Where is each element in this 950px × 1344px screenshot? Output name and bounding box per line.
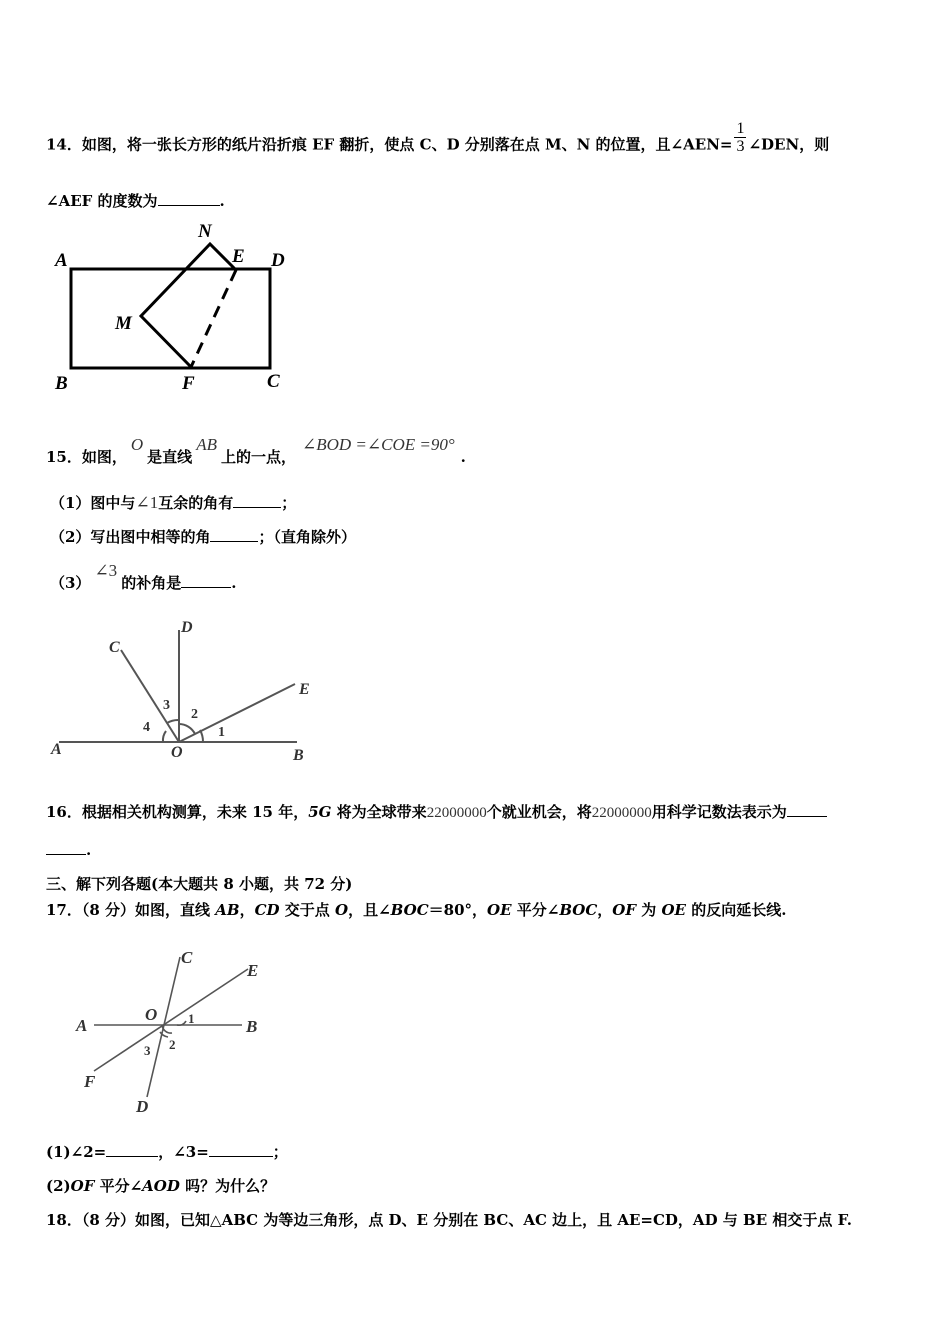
q15-angle-arc-4 bbox=[163, 731, 166, 742]
q16-t4: 用科学记数法表示为 bbox=[651, 803, 787, 821]
q15-p2-answer-blank[interactable] bbox=[210, 527, 258, 542]
q16-line1 bbox=[46, 801, 827, 822]
q17-cd: CD bbox=[254, 901, 280, 919]
q15-p3-c: . bbox=[231, 574, 237, 592]
q17-t5: ＝80°， bbox=[428, 901, 488, 919]
q14-fraction bbox=[734, 120, 746, 155]
q17-t1: （8 分）如图，直线 bbox=[81, 901, 216, 919]
q17-p1-answer-blank-2[interactable] bbox=[209, 1142, 273, 1157]
q15-math-o: O bbox=[130, 435, 144, 454]
q16-number-1: 22000000 bbox=[426, 805, 487, 821]
q15-p1-c: ； bbox=[281, 494, 297, 512]
q15-label-a: A bbox=[51, 741, 62, 758]
q15-angle-label-3: 3 bbox=[163, 698, 170, 713]
q14-line2 bbox=[46, 190, 225, 211]
q16-answer-blank-b[interactable] bbox=[46, 840, 86, 855]
q17-line1 bbox=[46, 899, 786, 920]
q14-number: 14． bbox=[46, 135, 82, 154]
q16-t2: 将为全球带来 bbox=[331, 803, 427, 821]
q14-text-b: ∠DEN，则 bbox=[748, 135, 830, 154]
q15-number: 15． bbox=[46, 448, 82, 466]
q17-t8: 为 bbox=[636, 901, 662, 919]
q17-t2: ， bbox=[239, 901, 255, 919]
q15-t2: 是直线 bbox=[147, 448, 193, 466]
q15-angle-label-2: 2 bbox=[191, 707, 198, 722]
q17-angle-label-3: 3 bbox=[144, 1043, 151, 1058]
q15-t1: 如图， bbox=[81, 448, 127, 466]
q17-part2 bbox=[46, 1175, 275, 1196]
q14-line2-b: . bbox=[219, 192, 225, 210]
q15-p3-b: 的补角是 bbox=[121, 574, 182, 592]
q15-p3-math: ∠3 bbox=[94, 561, 118, 580]
q17-t6: 平分∠ bbox=[511, 901, 560, 919]
q14-text-a: 如图，将一张长方形的纸片沿折痕 EF 翻折，使点 C、D 分别落在点 M、N 的位置，且∠AEN= bbox=[81, 135, 733, 154]
q16-line2 bbox=[46, 840, 91, 859]
q15-p1-math: ∠1 bbox=[135, 493, 159, 512]
q16-5g: 5G bbox=[308, 803, 332, 821]
q17-ab: AB bbox=[215, 901, 240, 919]
q14-line1 bbox=[46, 120, 830, 163]
q15-part1 bbox=[50, 492, 296, 513]
q17-line-cd bbox=[147, 957, 180, 1097]
q14-label-b: B bbox=[55, 373, 68, 394]
q15-figure bbox=[45, 610, 325, 770]
q17-angle-label-1: 1 bbox=[188, 1011, 195, 1026]
q14-label-m: M bbox=[115, 313, 132, 334]
q17-t3: 交于点 bbox=[279, 901, 336, 919]
q14-fold-crease bbox=[191, 270, 236, 367]
q17-boc2: BOC bbox=[559, 901, 598, 919]
q17-label-d: D bbox=[136, 1097, 149, 1116]
q15-p1-b: 互余的角有 bbox=[158, 494, 234, 512]
q16-number-2: 22000000 bbox=[591, 805, 652, 821]
q15-p1-a: （1）图中与 bbox=[50, 494, 136, 512]
q17-figure bbox=[70, 945, 280, 1120]
q17-oe: OE bbox=[487, 901, 512, 919]
q18-line1 bbox=[46, 1209, 852, 1230]
q14-label-e: E bbox=[232, 246, 245, 267]
q15-math-angles: ∠BOD =∠COE =90° bbox=[301, 435, 455, 454]
q14-label-a: A bbox=[55, 250, 68, 271]
section3-title: 三、解下列各题(本大题共 8 小题，共 72 分) bbox=[46, 875, 353, 893]
q16-end: . bbox=[86, 841, 92, 859]
q17-oe2: OE bbox=[661, 901, 686, 919]
q17-label-e: E bbox=[247, 961, 259, 980]
q14-figure bbox=[50, 215, 300, 400]
q17-p2-c: 吗？为什么？ bbox=[179, 1177, 276, 1195]
q17-p1-a: (1)∠2= bbox=[46, 1143, 107, 1161]
q15-part2 bbox=[50, 526, 356, 547]
q15-angle-arc-3 bbox=[167, 720, 179, 723]
q17-p2-of: OF bbox=[70, 1177, 95, 1195]
q15-p2-b: ；（直角除外） bbox=[258, 528, 356, 546]
q15-label-c: C bbox=[109, 639, 120, 656]
q15-ray-oc bbox=[121, 650, 179, 742]
q17-p1-answer-blank-1[interactable] bbox=[106, 1142, 158, 1157]
q15-label-b: B bbox=[293, 747, 304, 764]
q17-line-ef bbox=[94, 969, 248, 1071]
q17-p1-b: ，∠3= bbox=[158, 1143, 209, 1161]
q14-label-n: N bbox=[198, 221, 212, 242]
q17-boc: BOC bbox=[390, 901, 429, 919]
q17-t4: ，且∠ bbox=[348, 901, 391, 919]
q15-label-d: D bbox=[181, 619, 193, 636]
q17-t7: ， bbox=[597, 901, 613, 919]
q16-answer-blank-a[interactable] bbox=[787, 802, 827, 817]
q15-p3-a: （3） bbox=[50, 574, 91, 592]
q15-part3 bbox=[50, 561, 237, 593]
q15-p1-answer-blank[interactable] bbox=[233, 493, 281, 508]
q17-of: OF bbox=[612, 901, 637, 919]
q15-line1 bbox=[46, 435, 466, 467]
q17-angle-label-2: 2 bbox=[169, 1037, 176, 1052]
q17-number: 17． bbox=[46, 901, 82, 919]
q14-frac-den: 3 bbox=[736, 138, 745, 155]
q14-frac-num: 1 bbox=[736, 120, 745, 137]
q17-p2-a: (2) bbox=[46, 1177, 71, 1195]
q15-t4: . bbox=[460, 448, 466, 466]
q16-t1: 根据相关机构测算，未来 15 年， bbox=[81, 803, 309, 821]
q18-number: 18． bbox=[46, 1211, 82, 1229]
q14-folded-flap bbox=[141, 244, 236, 367]
q17-o: O bbox=[335, 901, 349, 919]
q17-label-f: F bbox=[84, 1072, 96, 1091]
q14-line2-a: ∠AEF 的度数为 bbox=[46, 192, 158, 210]
q15-label-o: O bbox=[171, 744, 183, 761]
q14-label-c: C bbox=[267, 371, 280, 392]
q17-t9: 的反向延长线. bbox=[685, 901, 787, 919]
q16-t3: 个就业机会，将 bbox=[486, 803, 592, 821]
q15-angle-arc-1 bbox=[200, 730, 203, 742]
q17-p2-aod: AOD bbox=[142, 1177, 180, 1195]
q17-p1-c: ； bbox=[272, 1143, 288, 1161]
q15-math-ab: AB bbox=[196, 435, 217, 454]
q15-p2-a: （2）写出图中相等的角 bbox=[50, 528, 211, 546]
q16-number: 16． bbox=[46, 803, 82, 821]
q17-label-c: C bbox=[181, 948, 193, 967]
q18-text: （8 分）如图，已知△ABC 为等边三角形，点 D、E 分别在 BC、AC 边上，且 AE=CD，AD 与 BE 相交于点 F. bbox=[81, 1211, 852, 1229]
q17-label-b: B bbox=[246, 1017, 258, 1036]
q17-p2-b: 平分∠ bbox=[94, 1177, 143, 1195]
q15-t3: 上的一点， bbox=[220, 448, 296, 466]
q15-p3-answer-blank[interactable] bbox=[181, 573, 231, 588]
q17-label-a: A bbox=[76, 1016, 88, 1035]
q14-label-f: F bbox=[182, 373, 195, 394]
q15-angle-label-1: 1 bbox=[218, 725, 225, 740]
q15-angle-arc-2 bbox=[179, 724, 195, 734]
q15-angle-label-4: 4 bbox=[143, 720, 150, 735]
q17-part1 bbox=[46, 1141, 288, 1162]
q15-label-e: E bbox=[299, 681, 310, 698]
q17-label-o: O bbox=[145, 1005, 158, 1024]
q14-label-d: D bbox=[271, 250, 285, 271]
q14-answer-blank[interactable] bbox=[158, 191, 220, 206]
